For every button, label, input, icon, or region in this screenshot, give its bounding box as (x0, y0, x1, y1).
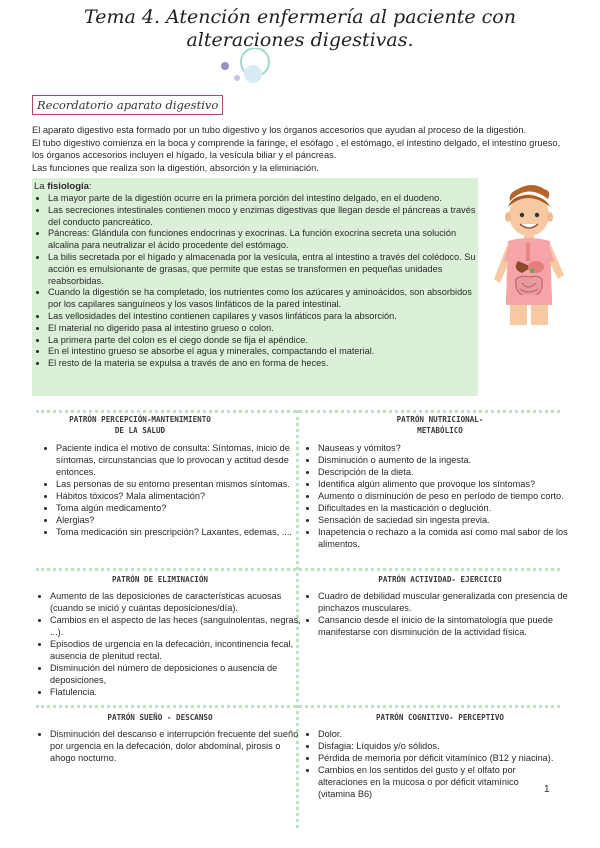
section-label-recordatorio: Recordatorio aparato digestivo (32, 95, 223, 115)
pattern-title-cognitivo (320, 712, 560, 723)
list-item: • Paciente indica el motivo de consulta: Síntomas, inicio de síntomas, circunstancias que lo provocan y actitud desde entonces. (56, 442, 298, 478)
title-line-2: alteraciones digestivas. (186, 29, 414, 51)
list-item: • Las personas de su entorno presentan mismos síntomas. (56, 478, 298, 490)
pattern-list-cognitivo (304, 728, 554, 800)
list-item: • Cambios en el aspecto de las heces (sanguinolentas, negras, ...). (50, 614, 304, 638)
intro-paragraph: Las funciones que realiza son la digestión, absorción y la eliminación. (32, 162, 319, 173)
list-item: • Flatulencia. (50, 686, 304, 698)
pattern-title-line: PATRÓN NUTRICIONAL- (396, 415, 484, 424)
list-item: • La bilis secretada por el hígado y almacenada por la vesícula, entra al intestino a través del colédoco. Su acción es emulsionante de grasas, que permite que estas se transformen en pequeñas unidades reabsorbidas. (48, 252, 478, 287)
list-item: • Disminución del número de deposiciones o ausencia de deposiciones, (50, 662, 304, 686)
list-item: • Disminución del descanso e interrupción frecuente del sueño por urgencia en la defecación, dolor abdominal, pirosis o ahogo nocturno. (50, 728, 304, 764)
pattern-list-actividad (304, 590, 580, 638)
fisiologia-prefix: La (34, 181, 48, 192)
list-item: • Aumento o disminución de peso en período de tiempo corto. (318, 490, 580, 502)
list-item: • Descripción de la dieta. (318, 466, 580, 478)
list-item: • Disfagia: Líquidos y/o sólidos. (318, 740, 554, 752)
pattern-title-actividad (320, 574, 560, 585)
intro-paragraph: El aparato digestivo esta formado por un tubo digestivo y los órganos accesorios que ayudan al proceso de la digestión. (32, 125, 527, 135)
pattern-title-line: DE LA SALUD (114, 426, 166, 435)
pattern-title-line: PATRÓN PERCEPCIÓN-MANTENIMIENTO (69, 415, 211, 424)
list-item: • Toma algún medicamento? (56, 502, 298, 514)
list-item: • La primera parte del colon es el ciego donde se fija el apéndice. (48, 335, 478, 347)
title-line-1: Tema 4. Atención enfermería al paciente con (84, 6, 516, 28)
pattern-title-line: PATRÓN ACTIVIDAD- EJERCICIO (378, 575, 502, 584)
list-item: • Dolor. (318, 728, 554, 740)
list-item: • El resto de la materia se expulsa a través de ano en forma de heces. (48, 358, 478, 370)
grid-horizontal-divider (36, 568, 560, 571)
pattern-title-eliminacion (40, 574, 280, 585)
digestive-system-boy-illustration (482, 183, 574, 328)
pattern-title-line: PATRÓN SUEÑO - DESCANSO (107, 713, 213, 722)
list-item: • Cuando la digestión se ha completado, los nutrientes como los azúcares y aminoácidos, son absorbidos por los capilares sanguíneos y los vasos linfáticos de la pared intestinal. (48, 287, 478, 311)
list-item: • Las vellosidades del intestino contienen capilares y vasos linfáticos para la absorción. (48, 311, 478, 323)
list-item: • Inapetencia o rechazo a la comida así como mal sabor de los alimentos. (318, 526, 580, 550)
grid-horizontal-divider (36, 705, 560, 708)
intro-paragraph: El tubo digestivo comienza en la boca y comprende la faringe, el esófago , el estómago, el intestino delgado, el intestino grueso, los órganos accesorios incluyen el hígado, la vesícula biliar y el páncreas. (32, 137, 561, 161)
fisiologia-list (34, 193, 478, 370)
fisiologia-suffix: : (88, 181, 92, 192)
list-item: • Cambios en los sentidos del gusto y el olfato por alteraciones en la mucosa o por déficit vitamínico (vitamina B6) (318, 764, 554, 800)
pattern-title-sueno (40, 712, 280, 723)
list-item: • El material no digerido pasa al intestino grueso o colon. (48, 323, 478, 335)
pattern-title-line: PATRÓN COGNITIVO- PERCEPTIVO (375, 713, 504, 722)
pattern-list-eliminacion (36, 590, 304, 698)
pattern-list-sueno (36, 728, 304, 764)
grid-horizontal-divider (36, 410, 560, 413)
list-item: • Hábitos tóxicos? Mala alimentación? (56, 490, 298, 502)
list-item: • En el intestino grueso se absorbe el agua y minerales, compactando el material. (48, 346, 478, 358)
pattern-list-nutricional (304, 442, 580, 550)
list-item: • Identifica algún alimento que provoque los síntomas? (318, 478, 580, 490)
decorative-circles (215, 48, 285, 88)
pattern-title-percepcion (40, 414, 240, 436)
list-item: • Dificultades en la masticación o deglución. (318, 502, 580, 514)
list-item: • Nauseas y vómitos? (318, 442, 580, 454)
intro-text (32, 124, 572, 174)
page-title (60, 6, 540, 52)
fisiologia-label: fisiología (47, 181, 89, 192)
list-item: • Toma medicación sin prescripción? Laxantes, edemas, .... (56, 526, 298, 538)
pattern-title-line: PATRÓN DE ELIMINACIÓN (111, 575, 208, 584)
list-item: • Cansancio desde el inicio de la sintomatología que puede manifestarse con disminución de la actividad física. (318, 614, 580, 638)
list-item: • Pérdida de memoria por déficit vitamínico (B12 y niacina). (318, 752, 554, 764)
list-item: • La mayor parte de la digestión ocurre en la primera porción del intestino delgado, en el duodeno. (48, 193, 478, 205)
pattern-title-line: METABÓLICO (417, 426, 463, 435)
fisiologia-heading (34, 181, 92, 192)
list-item: • Las secreciones intestinales contienen moco y enzimas digestivas que llegan desde el páncreas a través del conducto pancreático. (48, 205, 478, 229)
pattern-title-nutricional (320, 414, 560, 436)
page-number: 1 (544, 784, 550, 795)
list-item: • Disminución o aumento de la ingesta. (318, 454, 580, 466)
list-item: • Episodios de urgencia en la defecación, incontinencia fecal, ausencia de plenitud rectal. (50, 638, 304, 662)
list-item: • Páncreas: Glándula con funciones endocrinas y exocrinas. La función exocrina secreta una solución alcalina para neutralizar el ácido procedente del estómago. (48, 228, 478, 252)
list-item: • Cuadro de debilidad muscular generalizada con presencia de pinchazos musculares. (318, 590, 580, 614)
list-item: • Aumento de las deposiciones de características acuosas (cuando se inició y cuántas deposiciones/día). (50, 590, 304, 614)
list-item: • Sensación de saciedad sin ingesta previa. (318, 514, 580, 526)
list-item: • Alergias? (56, 514, 298, 526)
pattern-list-percepcion (42, 442, 298, 538)
